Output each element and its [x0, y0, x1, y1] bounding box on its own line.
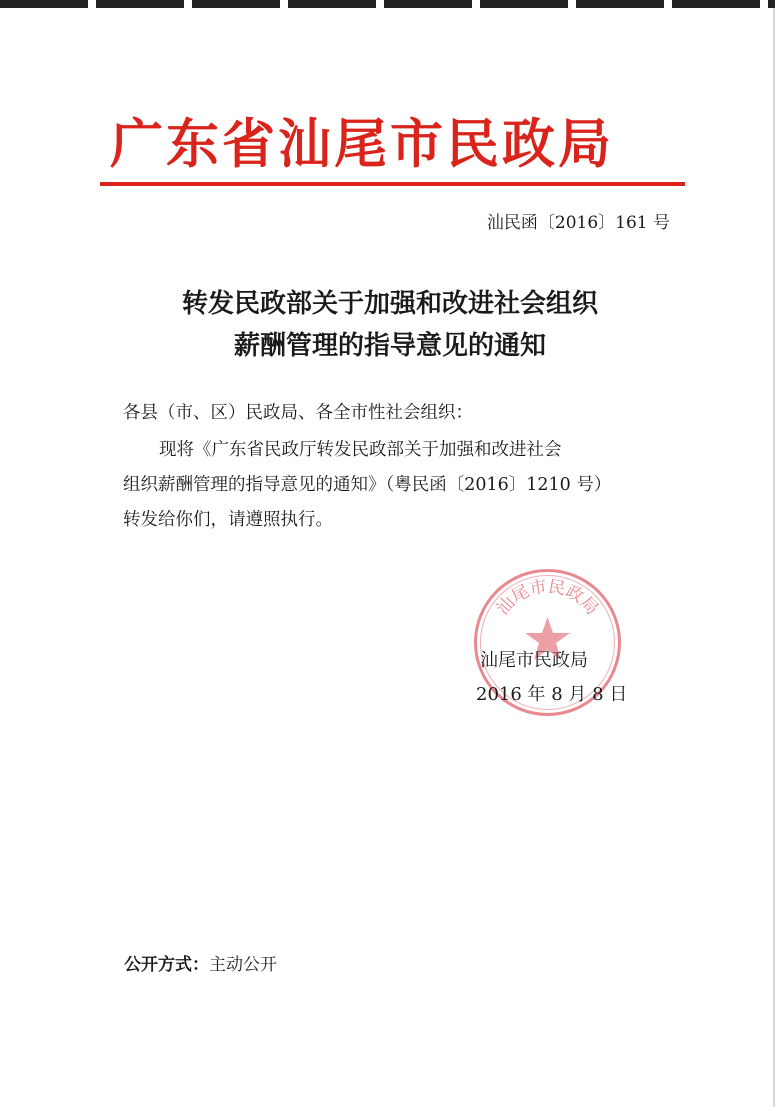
scan-edge-top: [0, 0, 775, 8]
seal-text: 汕尾市民政局: [492, 577, 603, 620]
signing-organization: 汕尾市民政局: [480, 650, 588, 671]
agency-header: 广东省汕尾市民政局: [110, 114, 614, 175]
salutation: 各县（市、区）民政局、各全市性社会组织：: [123, 403, 473, 423]
body-line-3: 转发给你们，请遵照执行。: [123, 510, 333, 530]
disclosure-method: [124, 950, 424, 975]
disclosure-label: 公开方式：: [124, 955, 209, 975]
disclosure-value: 主动公开: [209, 955, 277, 975]
signing-date: 2016 年 8 月 8 日: [476, 684, 628, 705]
body-line-1: 现将《广东省民政厅转发民政部关于加强和改进社会: [159, 440, 562, 460]
svg-text:汕尾市民政局: [493, 577, 602, 619]
document-number: 汕民函〔2016〕161 号: [486, 213, 670, 233]
document-title: [90, 283, 690, 367]
header-red-rule: [100, 182, 685, 186]
title-line-1: 转发民政部关于加强和改进社会组织: [181, 289, 598, 319]
title-line-2: 薪酬管理的指导意见的通知: [233, 331, 546, 361]
body-line-2: 组织薪酬管理的指导意见的通知》（粤民函〔2016〕1210 号）: [123, 475, 612, 495]
